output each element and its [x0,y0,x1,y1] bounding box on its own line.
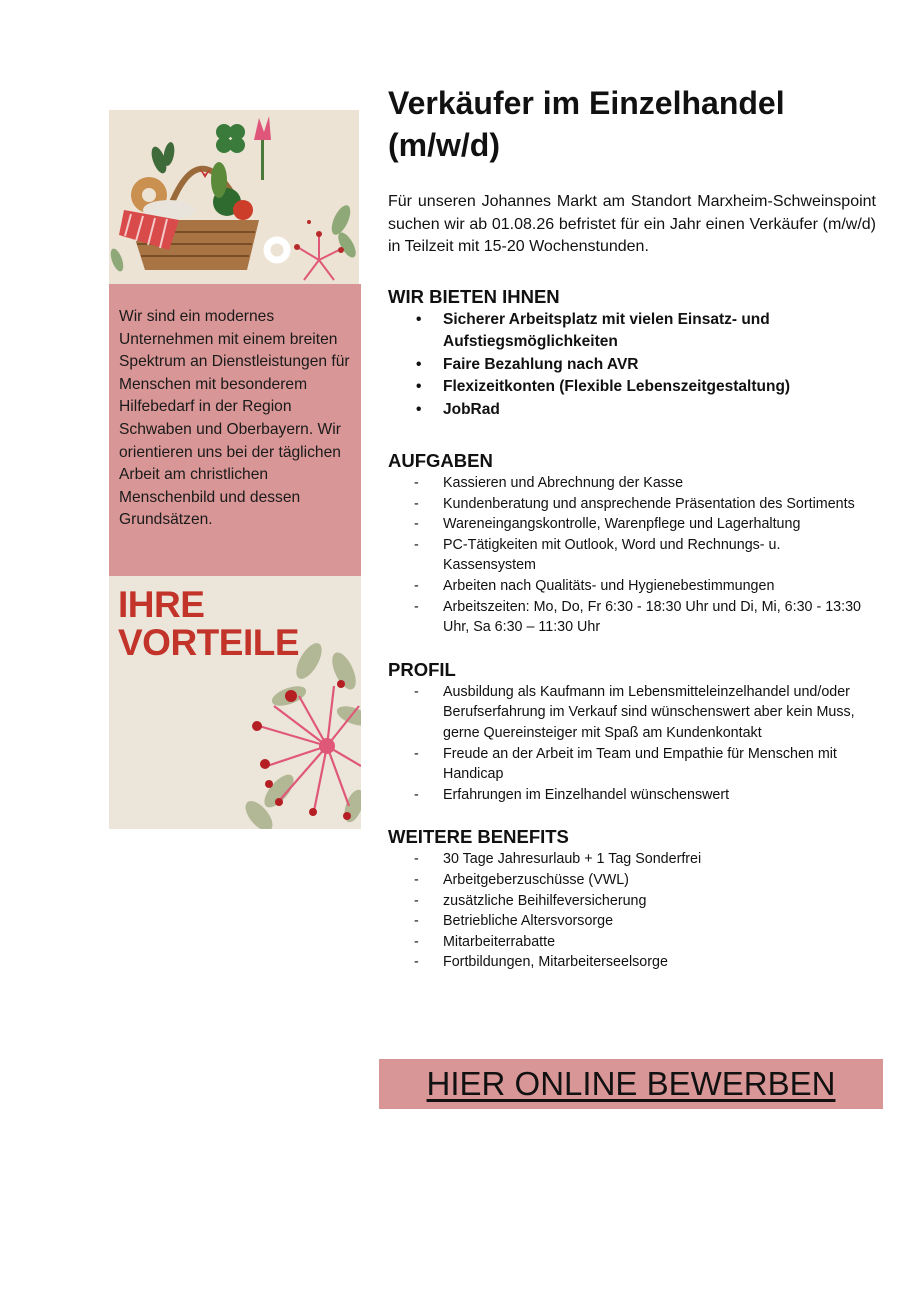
bullet-marker: • [416,400,422,418]
vorteile-panel [109,576,361,829]
apply-banner[interactable] [379,1059,883,1109]
bieten-list [388,309,876,422]
dash-marker: - [414,892,419,909]
bullet-marker: • [416,355,422,373]
dash-marker: - [414,475,419,491]
section-bieten [388,285,876,422]
company-intro-text: Wir sind ein modernes Unternehmen mit einem breiten Spektrum an Dienstleistungen für Menschen mit besonderem Hilfebedarf in der Region Schwaben und Oberbayern. Wir orientieren uns bei der täglichen Arbeit am christlichen Menschenbild und dessen Grundsätzen. [119,308,350,529]
dash-marker: - [414,683,419,700]
bullet-marker: • [416,310,422,328]
weitere-list [388,849,876,973]
list-item [388,849,876,870]
list-item [388,952,876,973]
aufgaben-list [388,473,876,638]
dash-marker: - [414,851,419,868]
list-item [388,911,876,932]
section-heading-weitere: WEITERE BENEFITS [388,826,569,848]
list-item [388,744,876,785]
dash-marker: - [414,516,419,533]
list-item-text: Fortbildungen, Mitarbeiterseelsorge [443,954,668,971]
list-item-text: Wareneingangskontrolle, Warenpflege und Lagerhaltung [443,516,801,533]
bullet-marker: • [416,378,422,395]
list-item [388,494,876,515]
dash-marker: - [414,495,419,512]
list-item-text: Sicherer Arbeitsplatz mit vielen Einsatz- und Aufstiegsmöglichkeiten [443,310,770,350]
job-content [388,82,876,973]
list-item [388,870,876,891]
list-item-text: JobRad [443,400,500,418]
list-item [388,597,876,638]
list-item-text: PC-Tätigkeiten mit Outlook, Word und Rechnungs- u. Kassensystem [443,536,781,574]
list-item-text: Ausbildung als Kaufmann im Lebensmitteleinzelhandel und/oder Berufserfahrung im Verkauf sind wünschenswert aber kein Muss, gerne Quereinsteiger mit Spaß am Kundenkontakt [443,683,855,741]
list-item-text: Freude an der Arbeit im Team und Empathie für Menschen mit Handicap [443,745,837,783]
list-item-text: Betriebliche Altersvorsorge [443,913,614,930]
list-item-text: Arbeiten nach Qualitäts- und Hygienebestimmungen [443,577,775,594]
list-item-text: Faire Bezahlung nach AVR [443,355,639,373]
dash-marker: - [414,954,419,971]
section-profil [388,658,876,806]
list-item-text: Arbeitszeiten: Mo, Do, Fr 6:30 - 18:30 Uhr und Di, Mi, 6:30 - 13:30 Uhr, Sa 6:30 – 11:30 Uhr [443,598,861,636]
basket-illustration [109,110,359,284]
dash-marker: - [414,933,419,950]
list-item [388,376,876,399]
list-item [388,682,876,744]
list-item [388,354,876,377]
job-intro: Für unseren Johannes Markt am Standort Marxheim-Schweinspoint suchen wir ab 01.08.26 befristet für ein Jahr einen Verkäufer (m/w/d) in Teilzeit mit 15-20 Wochenstunden. [388,193,876,255]
dash-marker: - [414,745,419,762]
section-heading-profil: PROFIL [388,658,456,680]
list-item-text: Kassieren und Abrechnung der Kasse [443,475,684,491]
list-item [388,576,876,597]
section-aufgaben [388,449,876,638]
flower-illustration-icon [109,576,361,829]
profil-list [388,682,876,806]
list-item-text: Arbeitgeberzuschüsse (VWL) [443,871,629,888]
vorteile-title: IHRE VORTEILE [118,584,300,663]
list-item [388,399,876,422]
section-heading-aufgaben: AUFGABEN [388,450,493,471]
list-item [388,514,876,535]
section-weitere [388,825,876,973]
sidebar [109,110,361,829]
list-item [388,535,876,576]
job-title: Verkäufer im Einzelhandel (m/w/d) [388,85,785,163]
list-item [388,932,876,953]
list-item-text: 30 Tage Jahresurlaub + 1 Tag Sonderfrei [443,851,702,868]
dash-marker: - [414,536,419,553]
dash-marker: - [414,913,419,930]
section-heading-bieten: WIR BIETEN IHNEN [388,285,560,307]
basket-illustration-icon [109,110,359,284]
dash-marker: - [414,598,419,615]
dash-marker: - [414,577,419,594]
dash-marker: - [414,786,419,803]
company-intro [109,284,361,576]
dash-marker: - [414,871,419,888]
list-item [388,309,876,354]
list-item-text: zusätzliche Beihilfeversicherung [443,892,647,909]
apply-online-link[interactable]: HIER ONLINE BEWERBEN [426,1065,836,1102]
list-item [388,785,876,806]
list-item-text: Flexizeitkonten (Flexible Lebenszeitgestaltung) [443,378,791,395]
list-item [388,473,876,494]
list-item-text: Kundenberatung und ansprechende Präsentation des Sortiments [443,495,855,512]
list-item-text: Mitarbeiterrabatte [443,933,556,950]
list-item [388,891,876,912]
list-item-text: Erfahrungen im Einzelhandel wünschenswert [443,786,730,803]
